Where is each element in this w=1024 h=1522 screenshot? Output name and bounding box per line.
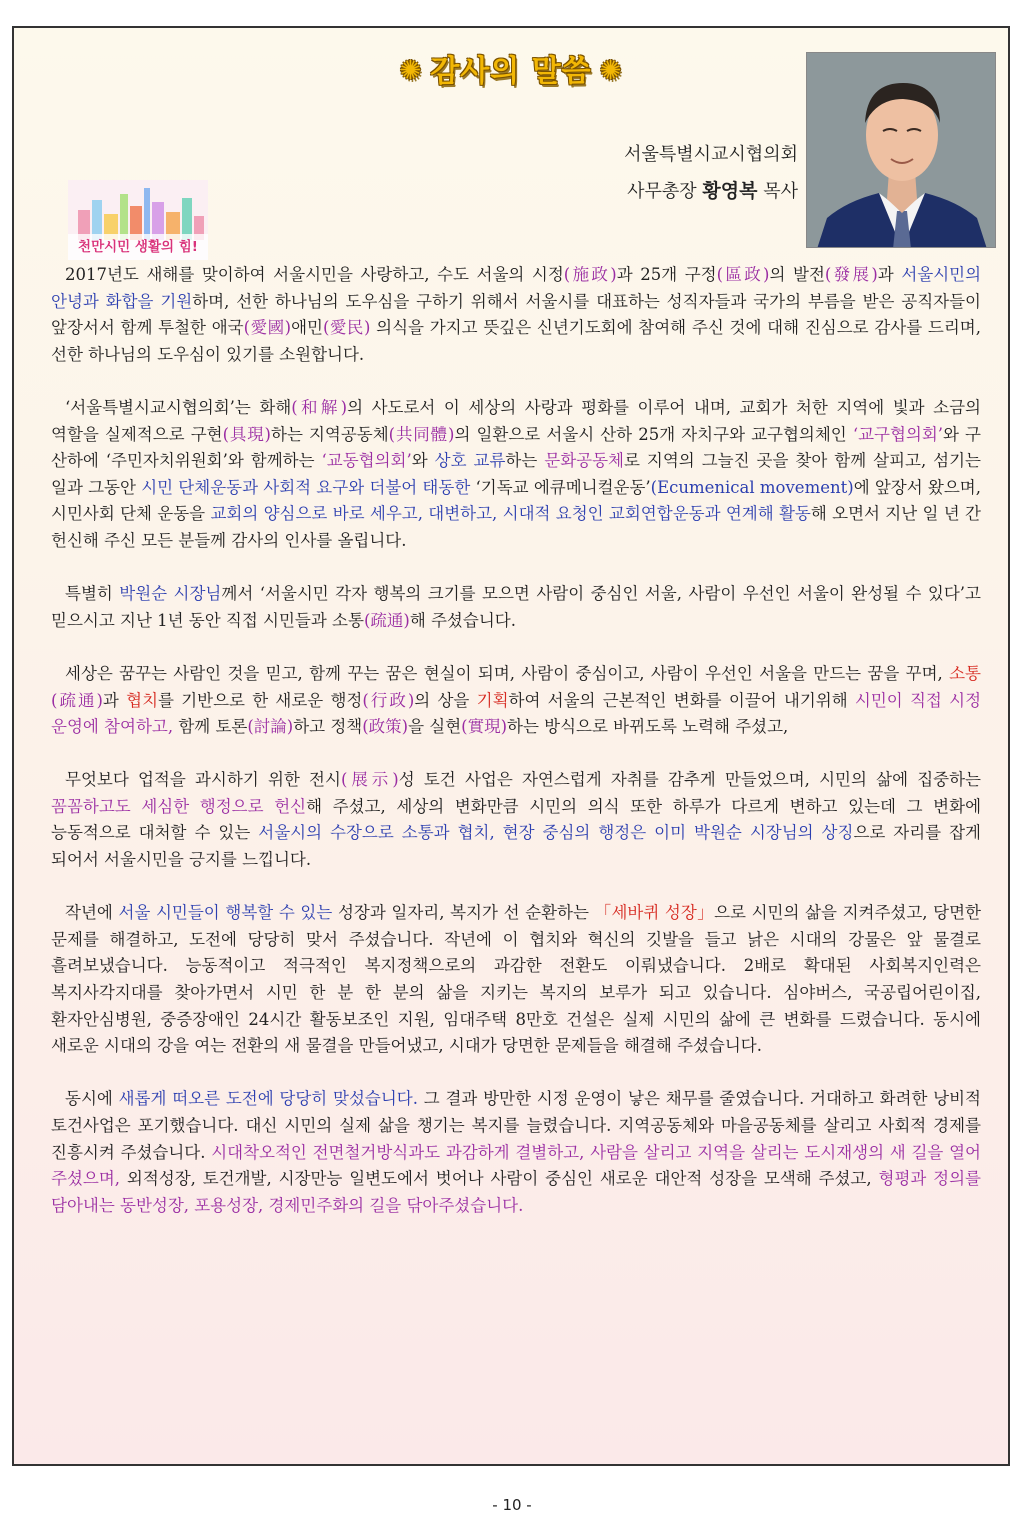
- text: 하여 서울의 근본적인 변화를 이끌어 내기위해: [508, 690, 855, 710]
- highlight: 상호 교류: [434, 451, 506, 471]
- hanja: (行政): [362, 690, 415, 710]
- hanja: (實現): [461, 717, 508, 737]
- hanja: (討論): [247, 717, 294, 737]
- highlight: 꼼꼼하고도 세심한 행정으로 헌신: [51, 796, 307, 816]
- author-name: 황영복: [702, 180, 758, 202]
- text: 함께 토론: [173, 717, 248, 737]
- text: 의 일환으로 서울시 산하 25개 자치구와 교구협의체인: [454, 424, 853, 444]
- text: 작년에: [65, 903, 119, 923]
- text: 와: [411, 451, 435, 471]
- author-honorific: 목사: [763, 181, 798, 202]
- author-photo: [806, 52, 996, 248]
- highlight: 형평과 정의를 담아내는 동반성장, 포용성장, 경제민주화의 길을 닦아주셨습니다.: [51, 1169, 981, 1215]
- highlight: ‘교동협의회’: [321, 451, 412, 471]
- highlight: 박원순 시장님: [119, 584, 222, 604]
- highlight: 「세바퀴 성장」: [594, 903, 715, 923]
- highlight: (Ecumenical movement): [650, 477, 854, 497]
- highlight: 문화공동체: [544, 451, 624, 471]
- text: 를 기반으로 한 새로운 행정: [158, 690, 363, 710]
- text: 에 앞장서 왔으며, 시민사회 단체 운동을: [51, 477, 981, 524]
- hanja: (區政): [716, 265, 770, 284]
- text: ‘기독교 에큐메니컬운동’: [470, 477, 651, 497]
- author-signature: [627, 176, 798, 203]
- text: 애민: [291, 318, 323, 338]
- text: ‘서울특별시교시협의회’는 화해: [65, 397, 292, 417]
- paragraph-5: [51, 767, 981, 873]
- hanja: (發展): [824, 265, 878, 284]
- paragraph-7: [51, 1086, 981, 1219]
- highlight: 서울시민의 안녕과 화합을 기원: [51, 265, 982, 311]
- text: 특별히: [65, 584, 120, 604]
- text: 하며, 선한 하나님의 도우심을 구하기 위해서 서울시를 대표하는 성직자들과 국가의 부름을 받은 공직자들이 앞장서서 함께 투철한 애국: [51, 291, 981, 338]
- text: 해 주셨고, 세상의 변화만큼 시민의 의식 또한 하루가 다르게 변하고 있는데 그 변화에 능동적으로 대처할 수 있는: [51, 796, 982, 843]
- text: 세상은 꿈꾸는 사람인 것을 믿고, 함께 꾸는 꿈은 현실이 되며, 사람이 중심이고, 사람이 우선인 서울을 만드는 꿈을 꾸며,: [65, 663, 950, 683]
- text: 을 실현: [408, 717, 462, 737]
- paragraph-2: [51, 395, 981, 555]
- text: 과: [877, 265, 902, 284]
- title-text: 감사의 말씀: [430, 54, 592, 89]
- text: 으로 시민의 삶을 지켜주셨고, 당면한 문제를 해결하고, 도전에 당당히 맞서 주셨습니다. 작년에 이 협치와 혁신의 깃발을 들고 낡은 시대의 강물은 앞 물결로 흘려보냈습니다. 능동적이고 적극적인 복지정책으로의 과감한 전환도 이뤄냈습니다. 2배로 확대된 사회복지인력은 복지사각지대를 찾아가면서 시민 한 분 한 분의 삶을 지키는 복지의 보루가 되고 있습니다. 심야버스, 국공립어린이집, 환자안심병원, 중증장애인 24시간 활동보조인 지원, 임대주택 8만호 건설은 실제 시민의 삶에 큰 변화를 드렸습니다. 동시에 새로운 시대의 강을 여는 전환의 새 물결을 만들어냈고, 시대가 당면한 문제들을 해결해 주셨습니다.: [51, 903, 981, 1056]
- highlight: 교회의 양심으로 바로 세우고, 대변하고, 시대적 요청인 교회연합운동과 연계해 활동: [210, 504, 811, 524]
- highlight: 협치: [126, 690, 159, 710]
- hanja: (愛民): [322, 318, 371, 338]
- highlight: 새롭게 떠오른 도전에 당당히 맞섰습니다.: [118, 1089, 418, 1109]
- flower-icon: ✺: [399, 56, 423, 86]
- text: 성 토건 사업은 자연스럽게 자취를 감추게 만들었으며, 시민의 삶에 집중하는: [398, 770, 981, 790]
- author-position: 사무총장: [627, 181, 697, 202]
- city-logo: [68, 180, 208, 260]
- text: 해 주셨습니다.: [409, 610, 516, 630]
- page-frame: [12, 26, 1010, 1466]
- hanja: (政策): [362, 717, 409, 737]
- portrait-illustration: [807, 53, 996, 248]
- text: 해 오면서 지난 일 년 간 헌신해 주신 모든 분들께 감사의 인사를 올립니다.: [51, 504, 981, 550]
- hanja: (具現): [222, 424, 271, 444]
- letter-body: [51, 262, 981, 1246]
- text: 으로 자리를 잡게 되어서 서울시민을 긍지를 느낍니다.: [51, 823, 981, 870]
- highlight: 서울 시민들이 행복할 수 있는: [118, 903, 333, 923]
- hanja: (施政): [563, 265, 617, 284]
- hanja: (疏通): [51, 690, 103, 710]
- text: 성장과 일자리, 복지가 선 순환하는: [332, 903, 595, 923]
- hanja: (和解): [291, 397, 348, 417]
- highlight: 기획: [476, 690, 509, 710]
- highlight: ‘교구협의회’: [852, 424, 944, 444]
- text: 동시에: [65, 1089, 119, 1109]
- hanja: (疏通): [363, 610, 410, 630]
- text: 과: [102, 690, 127, 710]
- highlight: 시민 단체운동과 사회적 요구와 더불어 태동한: [141, 477, 471, 497]
- highlight: 시대착오적인 전면철거방식과도 과감하게 결별하고, 사람을 살리고 지역을 살리는 도시재생의 새 길을 열어 주셨으며,: [51, 1142, 981, 1189]
- text: 2017년도 새해를 맞이하여 서울시민을 사랑하고, 수도 서울의 시정: [65, 265, 564, 284]
- highlight: 시민이 직접 시정 운영에 참여하고,: [51, 690, 982, 737]
- paragraph-1: [51, 262, 981, 368]
- flower-icon: ✺: [599, 56, 623, 86]
- text: 의식을 가지고 뜻깊은 신년기도회에 참여해 주신 것에 대해 진심으로 감사를 드리며, 선한 하나님의 도우심이 있기를 소원합니다.: [51, 318, 981, 364]
- author-organization: 서울특별시교시협의회: [624, 144, 798, 165]
- text: 무엇보다 업적을 과시하기 위한 전시: [65, 770, 341, 790]
- hanja: (展示): [340, 770, 399, 790]
- text: 께서 ‘서울시민 각자 행복의 크기를 모으면 사람이 중심인 서울, 사람이 우선인 서울이 완성될 수 있다’고 믿으시고 지난 1년 동안 직접 시민들과 소통: [51, 584, 981, 630]
- text: 의 상을: [414, 690, 477, 710]
- logo-caption: 천만시민 생활의 힘!: [68, 234, 208, 260]
- page-number: - 10 -: [492, 1496, 532, 1514]
- text: 하는: [505, 451, 545, 471]
- paragraph-3: [51, 581, 981, 634]
- text: 하는 방식으로 바뀌도록 노력해 주셨고,: [507, 717, 789, 737]
- hanja: (共同體): [388, 424, 455, 444]
- hanja: (愛國): [243, 318, 292, 338]
- highlight: 소통: [949, 663, 981, 683]
- paragraph-6: [51, 900, 981, 1060]
- text: 하고 정책: [293, 717, 363, 737]
- text: 하는 지역공동체: [271, 424, 389, 444]
- text: 과 25개 구정: [616, 265, 717, 284]
- highlight: 서울시의 수장으로 소통과 협치, 현장 중심의 행정은 이미 박원순 시장님의 상징: [258, 823, 854, 843]
- text: 의 사도로서 이 세상의 사랑과 평화를 이루어 내며, 교회가 처한 지역에 빛과 소금의 역할을 실제적으로 구현: [51, 397, 981, 444]
- text: 와 구 산하에 ‘주민자치위원회’와 함께하는: [51, 424, 981, 471]
- paragraph-4: [51, 661, 981, 741]
- text: 외적성장, 토건개발, 시장만능 일변도에서 벗어나 사람이 중심인 새로운 대안적 성장을 모색해 주셨고,: [120, 1169, 879, 1189]
- text: 로 지역의 그늘진 곳을 찾아 함께 살피고, 섬기는 일과 그동안: [51, 451, 981, 497]
- text: 의 발전: [769, 265, 825, 284]
- text: 그 결과 방만한 시정 운영이 낳은 채무를 줄였습니다. 거대하고 화려한 낭비적 토건사업은 포기했습니다. 대신 시민의 실제 삶을 챙기는 복지를 늘렸습니다. 지역공동체와 마을공동체를 살리고 사회적 경제를 진흥시켜 주셨습니다.: [51, 1089, 981, 1162]
